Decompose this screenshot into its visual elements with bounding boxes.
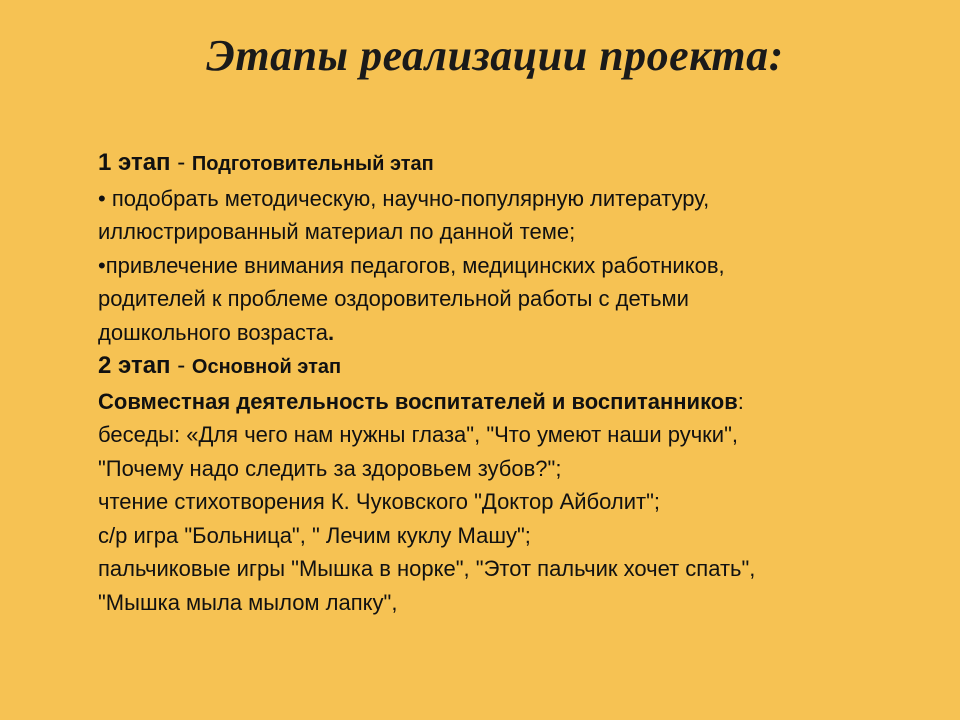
stage1-number: 1 этап bbox=[98, 149, 171, 176]
slide-title: Этапы реализации проекта: bbox=[206, 31, 784, 80]
stage2-line1: беседы: «Для чего нам нужны глаза", "Что умеют наши ручки", bbox=[98, 422, 739, 447]
stage2-name: Основной этап bbox=[191, 356, 342, 378]
stage1-item2-line3-wrap bbox=[98, 316, 918, 350]
stage2-line3: чтение стихотворения К. Чуковского "Доктор Айболит"; bbox=[98, 489, 661, 514]
stage1-item2-line1: •привлечение внимания педагогов, медицинских работников, bbox=[98, 252, 725, 278]
stage1-item2-end: . bbox=[327, 319, 335, 345]
stage2-line4: с/р игра "Больница", " Лечим куклу Машу"; bbox=[98, 522, 531, 548]
stage2-joint-colon: : bbox=[737, 388, 744, 414]
stage2-joint-activity-wrap bbox=[98, 385, 918, 419]
stage1-item1-line1: • подобрать методическую, научно-популярную литературу, bbox=[98, 185, 710, 211]
stage2-joint-activity: Совместная деятельность воспитателей и воспитанников bbox=[98, 388, 738, 414]
slide-content bbox=[98, 146, 918, 619]
stage2-line5: пальчиковые игры "Мышка в норке", "Этот пальчик хочет спать", bbox=[98, 556, 756, 581]
stage2-line6: "Мышка мыла мылом лапку", bbox=[98, 589, 398, 615]
stage2-number: 2 этап bbox=[98, 352, 171, 379]
stage1-item1-line2: иллюстрированный материал по данной теме; bbox=[98, 219, 576, 244]
stage1-item2-line2: родителей к проблеме оздоровительной работы с детьми bbox=[98, 286, 689, 311]
stage1-item2-line3: дошкольного возраста bbox=[98, 319, 328, 345]
stage2-heading bbox=[98, 349, 918, 385]
stage1-name: Подготовительный этап bbox=[191, 153, 434, 175]
stage2-line2: "Почему надо следить за здоровьем зубов?"; bbox=[98, 455, 562, 481]
stage1-dash: - bbox=[170, 149, 192, 176]
stage2-dash: - bbox=[170, 352, 192, 379]
stage1-heading bbox=[98, 146, 918, 182]
